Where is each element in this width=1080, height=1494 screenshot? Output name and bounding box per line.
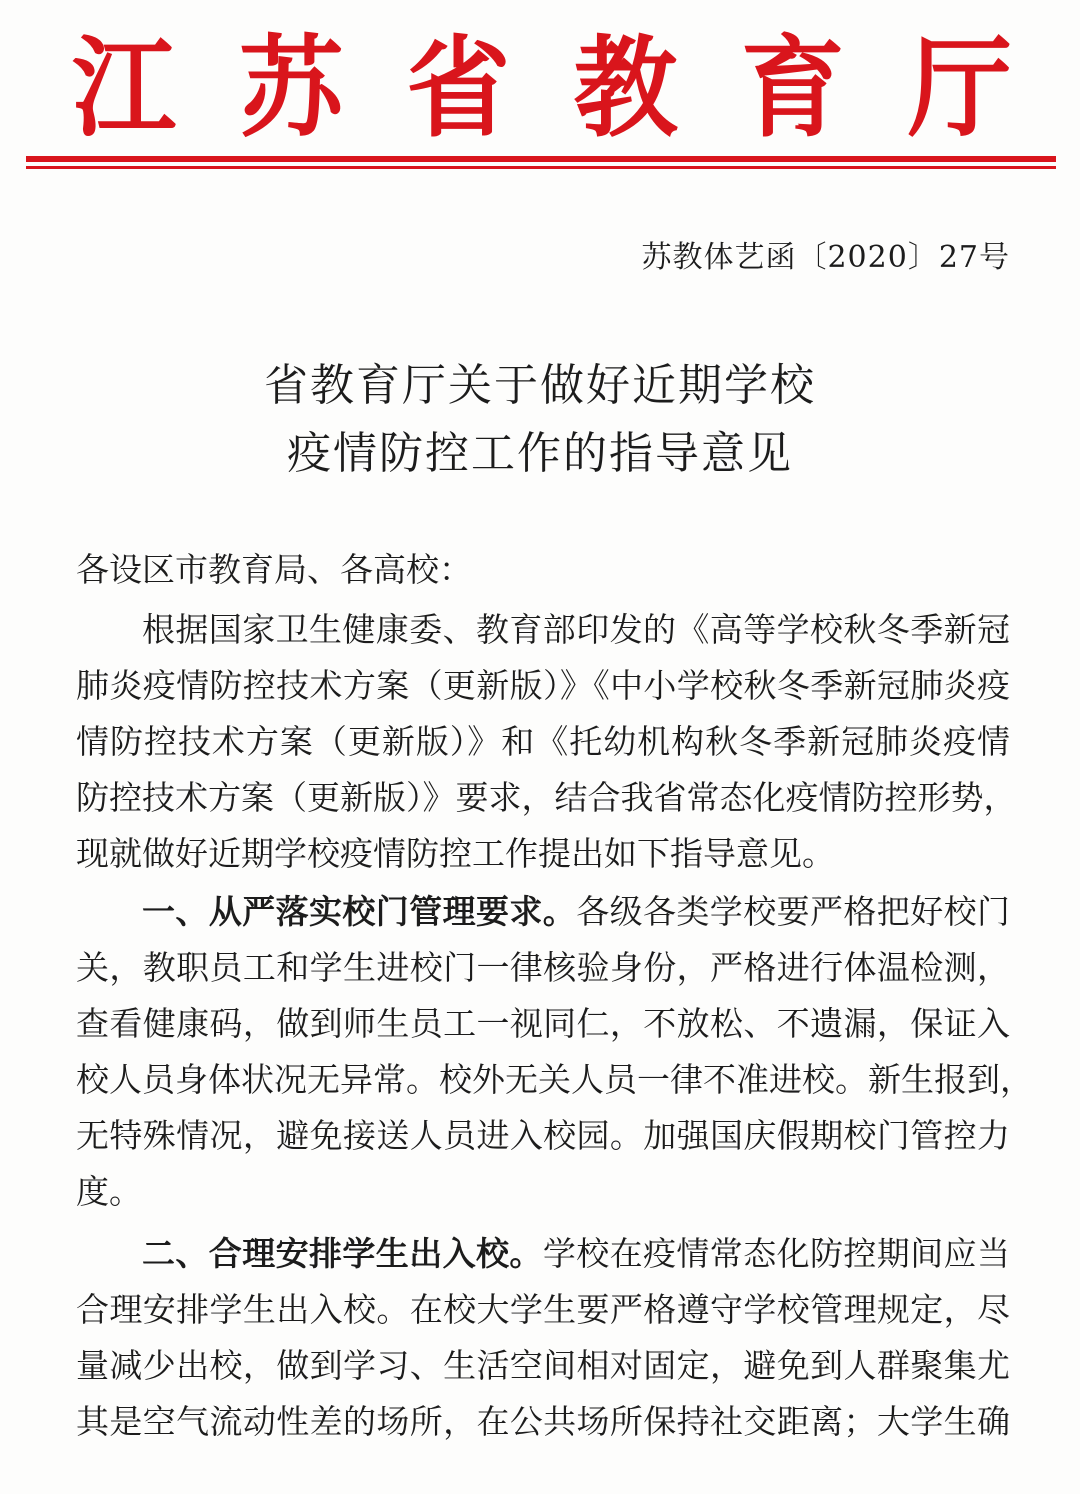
body-line: 肺炎疫情防控技术方案（更新版）》《中小学校秋冬季新冠肺炎疫	[76, 666, 1010, 705]
section-2-first-line-text: 学校在疫情常态化防控期间应当	[542, 1234, 1011, 1273]
body-line: 查看健康码，做到师生员工一视同仁，不放松、不遗漏，保证入	[76, 1004, 1010, 1043]
body-line: 根据国家卫生健康委、教育部印发的《高等学校秋冬季新冠	[142, 610, 1010, 649]
body-line: 量减少出校，做到学习、生活空间相对固定，避免到人群聚集尤	[76, 1346, 1010, 1385]
body-line: 其是空气流动性差的场所，在公共场所保持社交距离；大学生确	[76, 1402, 1010, 1441]
salutation: 各设区市教育局、各高校：	[76, 550, 472, 589]
masthead-char: 省	[406, 23, 511, 153]
document-number: 苏教体艺函〔2020〕27号	[641, 240, 1010, 275]
body-line: 合理安排学生出入校。在校大学生要严格遵守学校管理规定，尽	[76, 1290, 1010, 1329]
letterhead-masthead	[72, 23, 1012, 153]
masthead-char: 苏	[239, 23, 344, 153]
document-title-line-2: 疫情防控工作的指导意见	[287, 428, 793, 479]
red-divider-thick	[26, 156, 1056, 162]
masthead-char: 育	[740, 23, 845, 153]
section-2-heading: 二、合理安排学生出入校。	[142, 1234, 543, 1273]
red-divider-thin	[26, 166, 1056, 169]
section-1-first-line	[142, 890, 1010, 934]
masthead-char: 教	[573, 23, 678, 153]
body-line: 现就做好近期学校疫情防控工作提出如下指导意见。	[76, 834, 835, 873]
body-line: 度。	[76, 1172, 142, 1211]
document-title-line-1: 省教育厅关于做好近期学校	[264, 360, 816, 411]
body-line: 校人员身体状况无异常。校外无关人员一律不准进校。新生报到，	[76, 1060, 1033, 1099]
section-1-heading: 一、从严落实校门管理要求。	[142, 892, 577, 931]
body-line: 情防控技术方案（更新版）》和《托幼机构秋冬季新冠肺炎疫情	[76, 722, 1010, 761]
masthead-char: 厅	[907, 23, 1012, 153]
masthead-char: 江	[72, 23, 177, 153]
body-line: 无特殊情况，避免接送人员进入校园。加强国庆假期校门管控力	[76, 1116, 1010, 1155]
body-line: 关，教职员工和学生进校门一律核验身份，严格进行体温检测，	[76, 948, 1010, 987]
section-1-first-line-text: 各级各类学校要严格把好校门	[576, 892, 1011, 931]
body-line: 防控技术方案（更新版）》要求，结合我省常态化疫情防控形势，	[76, 778, 1017, 817]
section-2-first-line	[142, 1232, 1010, 1276]
